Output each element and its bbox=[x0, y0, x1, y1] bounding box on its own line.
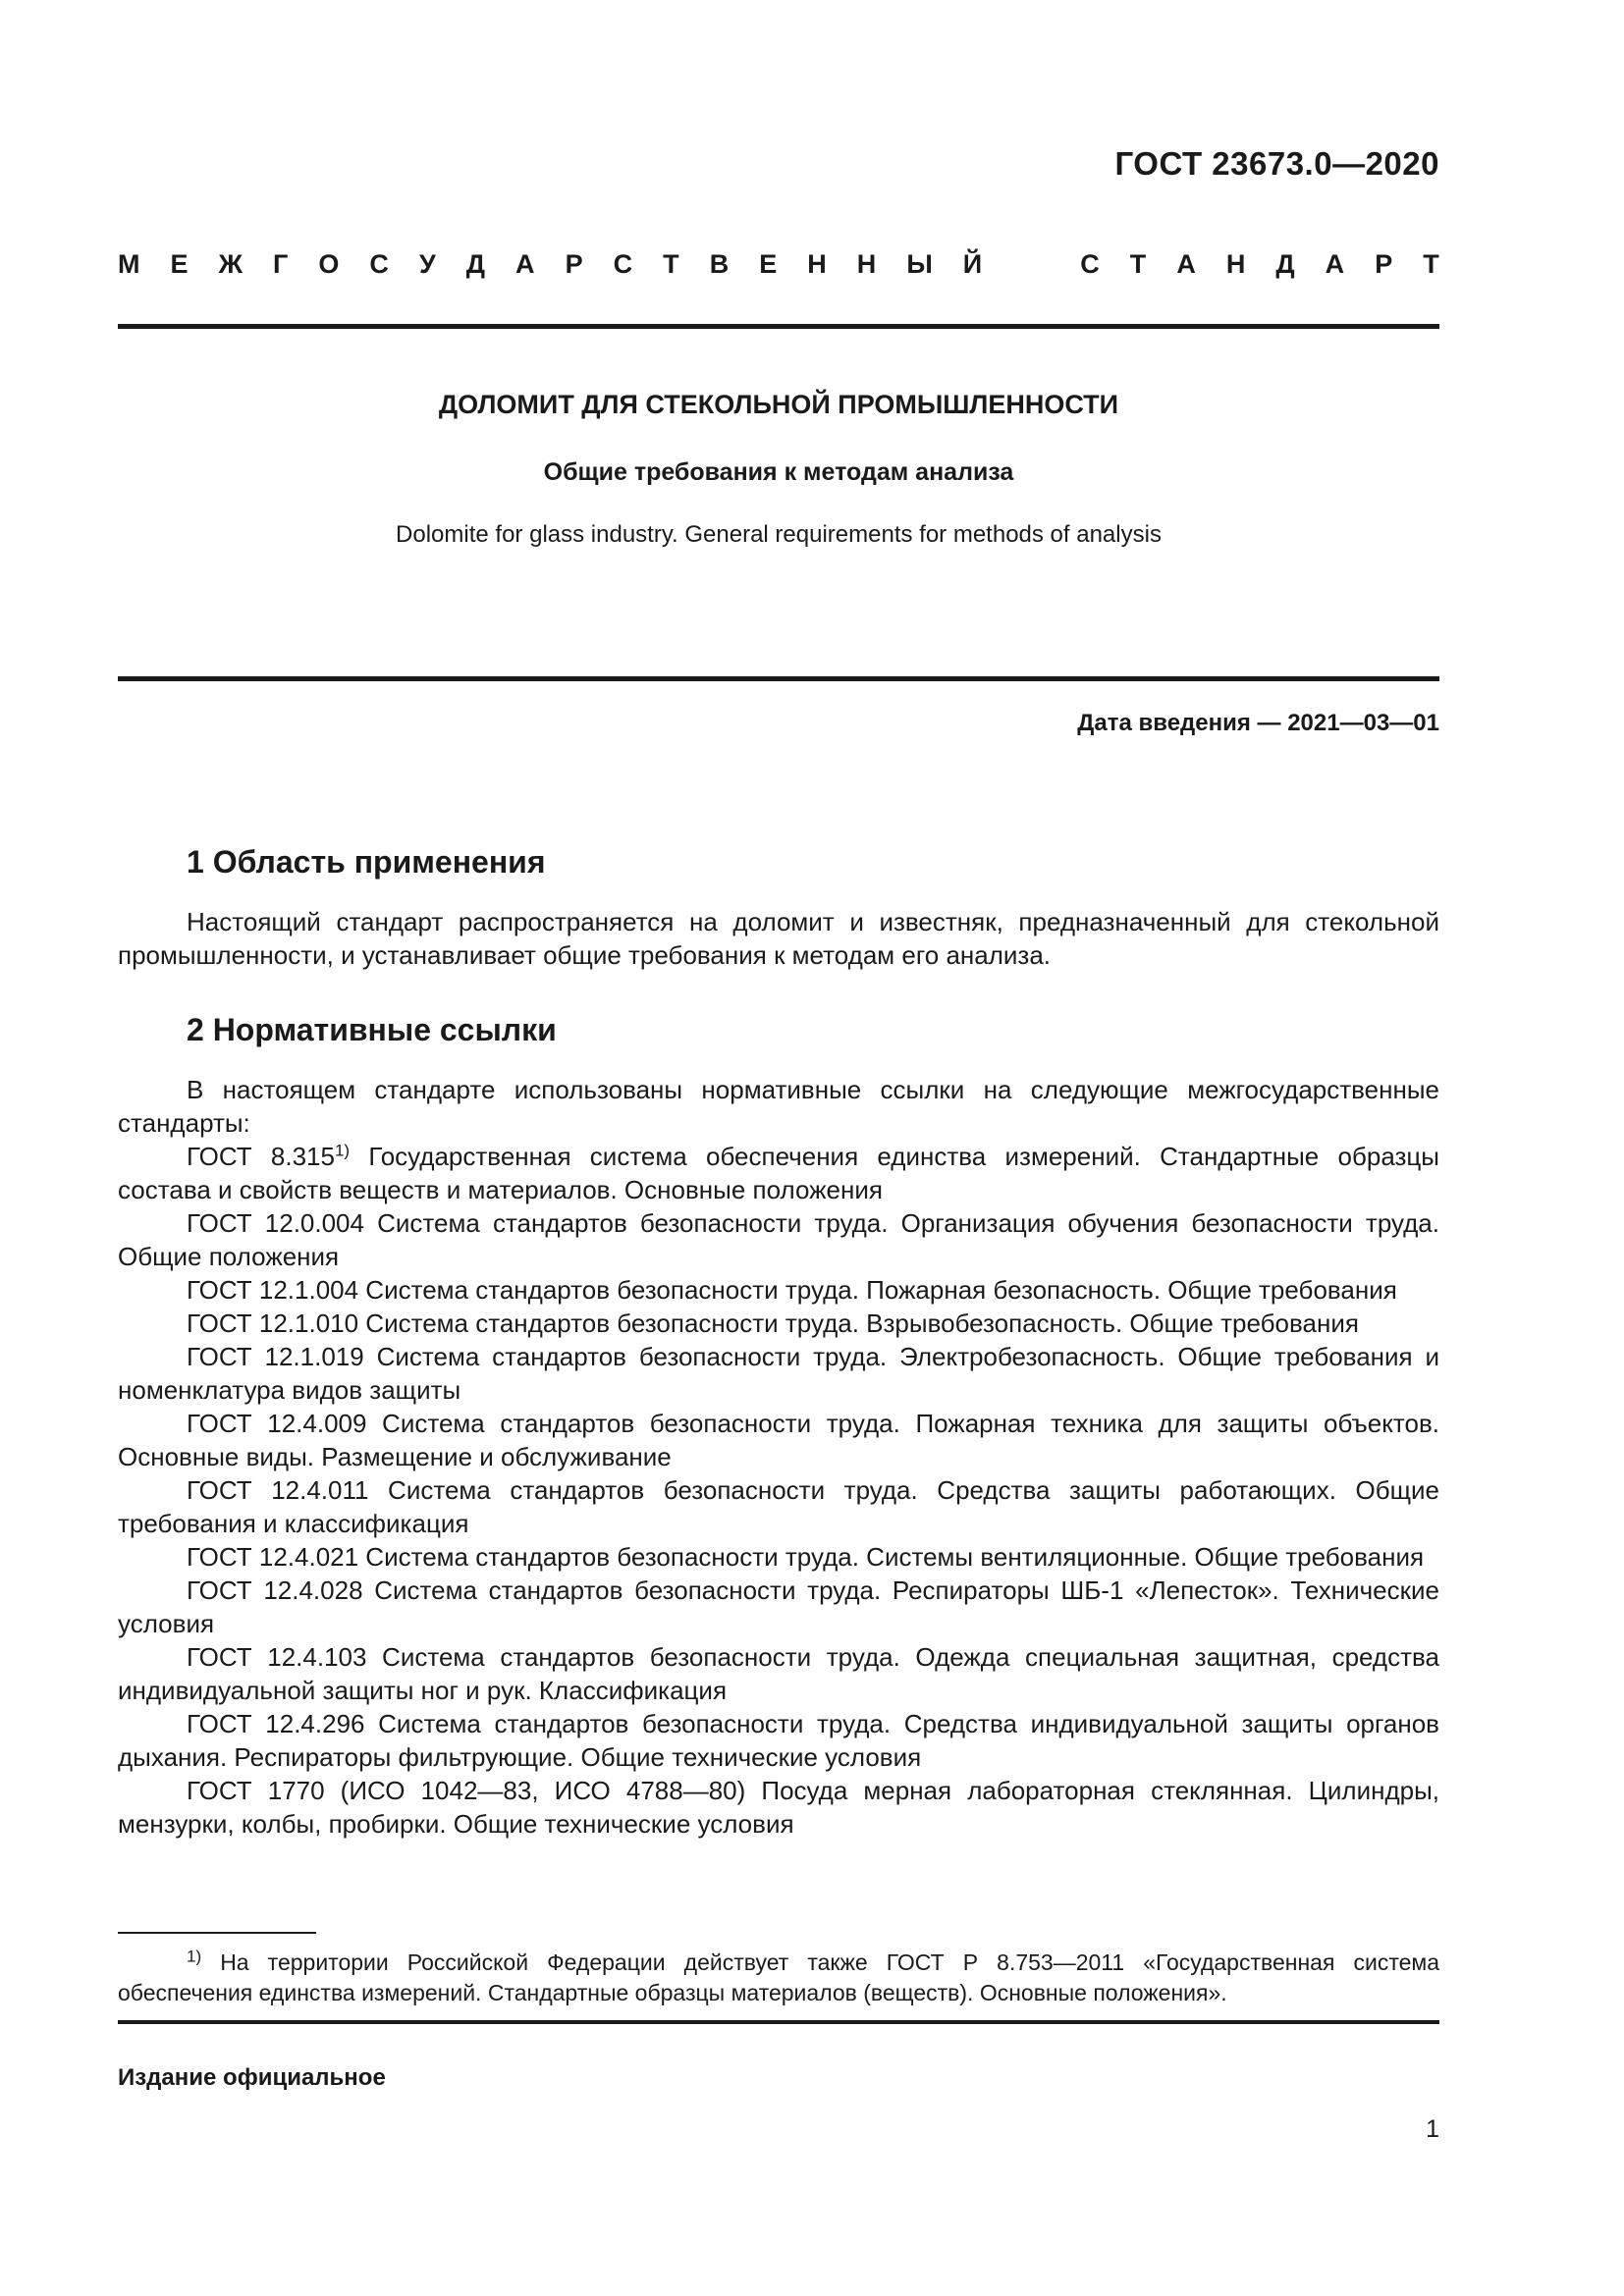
standard-type-letter: Д bbox=[1275, 249, 1295, 279]
standard-type-letter: Е bbox=[170, 249, 189, 279]
section-1-heading: 1 Область применения bbox=[187, 844, 546, 880]
standard-type-letter: Р bbox=[565, 249, 583, 279]
standard-type-letter: Т bbox=[1423, 249, 1439, 279]
standard-type-letter: Н bbox=[807, 249, 827, 279]
standard-type-letter: Т bbox=[663, 249, 679, 279]
standard-type-letter: Ж bbox=[218, 249, 243, 279]
section-2-body bbox=[118, 1073, 1439, 1841]
standard-type-letter: С bbox=[1080, 249, 1100, 279]
reference-item: ГОСТ 12.1.004 Система стандартов безопасности труда. Пожарная безопасность. Общие требования bbox=[187, 1275, 1397, 1305]
page-number: 1 bbox=[1426, 2115, 1439, 2143]
document-title: ДОЛОМИТ ДЛЯ СТЕКОЛЬНОЙ ПРОМЫШЛЕННОСТИ bbox=[438, 390, 1119, 419]
edition-label: Издание официальное bbox=[118, 2064, 386, 2091]
reference-item: ГОСТ 1770 (ИСО 1042—83, ИСО 4788—80) Посуда мерная лабораторная стеклянная. Цилиндры, мензурки, колбы, пробирки. Общие технические условия bbox=[118, 1776, 1439, 1839]
word-gap bbox=[1012, 249, 1050, 280]
reference-title: Государственная система обеспечения единства измерений. Стандартные образцы состава и свойств веществ и материалов. Основные положения bbox=[118, 1142, 1439, 1204]
reference-item bbox=[118, 1140, 1439, 1206]
document-title-english: Dolomite for glass industry. General requirements for methods of analysis bbox=[396, 521, 1162, 548]
title-rule bbox=[118, 676, 1439, 681]
footnote-text: На территории Российской Федерации действует также ГОСТ Р 8.753—2011 «Государственная система обеспечения единства измерений. Стандартные образцы материалов (веществ). Основные положения». bbox=[118, 1949, 1439, 2005]
standard-type-letter: Й bbox=[962, 249, 983, 279]
reference-item: ГОСТ 12.4.296 Система стандартов безопасности труда. Средства индивидуальной защиты органов дыхания. Респираторы фильтрующие. Общие технические условия bbox=[118, 1709, 1439, 1772]
footnote-number: 1) bbox=[187, 1947, 202, 1966]
standard-type-letter: С bbox=[369, 249, 389, 279]
standard-type-letter: Е bbox=[759, 249, 778, 279]
reference-item: ГОСТ 12.4.009 Система стандартов безопасности труда. Пожарная техника для защиты объектов. Основные виды. Размещение и обслуживание bbox=[118, 1409, 1439, 1471]
reference-code: ГОСТ 8.315 bbox=[187, 1142, 335, 1171]
reference-item: ГОСТ 12.4.028 Система стандартов безопасности труда. Респираторы ШБ-1 «Лепесток». Технические условия bbox=[118, 1575, 1439, 1638]
header-rule bbox=[118, 324, 1439, 329]
standard-type-letter: А bbox=[1325, 249, 1345, 279]
standard-type-letter: Ы bbox=[906, 249, 933, 279]
document-number: ГОСТ 23673.0—2020 bbox=[1114, 145, 1439, 182]
standard-type-letter: В bbox=[709, 249, 730, 279]
standard-type-letter: Д bbox=[465, 249, 486, 279]
reference-item: ГОСТ 12.4.103 Система стандартов безопасности труда. Одежда специальная защитная, средства индивидуальной защиты ног и рук. Классификация bbox=[118, 1642, 1439, 1705]
footnote-rule bbox=[118, 1932, 316, 1934]
footer-rule bbox=[118, 2020, 1439, 2024]
standard-type-letter: Н bbox=[1225, 249, 1246, 279]
reference-item: ГОСТ 12.1.019 Система стандартов безопасности труда. Электробезопасность. Общие требования и номенклатура видов защиты bbox=[118, 1342, 1439, 1405]
reference-item: ГОСТ 12.4.021 Система стандартов безопасности труда. Системы вентиляционные. Общие требования bbox=[187, 1542, 1425, 1572]
standard-type-letter: Р bbox=[1375, 249, 1393, 279]
standard-type-letter: У bbox=[418, 249, 436, 279]
standard-type-letter: Н bbox=[856, 249, 877, 279]
standard-type-label bbox=[118, 249, 1439, 280]
standard-type-letter: О bbox=[318, 249, 340, 279]
reference-item: ГОСТ 12.1.010 Система стандартов безопасности труда. Взрывобезопасность. Общие требования bbox=[187, 1308, 1359, 1338]
standard-type-letter: Г bbox=[273, 249, 289, 279]
section-2-intro: В настоящем стандарте использованы нормативные ссылки на следующие межгосударственные стандарты: bbox=[118, 1075, 1439, 1138]
standard-type-letter: А bbox=[515, 249, 535, 279]
section-2-heading: 2 Нормативные ссылки bbox=[187, 1012, 557, 1047]
standard-type-letter: Т bbox=[1129, 249, 1147, 279]
section-1-body bbox=[118, 905, 1439, 972]
section-1-paragraph: Настоящий стандарт распространяется на доломит и известняк, предназначенный для стекольной промышленности, и устанавливает общие требования к методам его анализа. bbox=[118, 907, 1439, 970]
standard-type-letter: М bbox=[118, 249, 140, 279]
standard-type-letter: А bbox=[1176, 249, 1196, 279]
standard-type-letter: С bbox=[613, 249, 633, 279]
reference-item: ГОСТ 12.4.011 Система стандартов безопасности труда. Средства защиты работающих. Общие требования и классификация bbox=[118, 1475, 1439, 1538]
reference-item: ГОСТ 12.0.004 Система стандартов безопасности труда. Организация обучения безопасности труда. Общие положения bbox=[118, 1208, 1439, 1271]
footnote-marker[interactable]: 1) bbox=[334, 1141, 351, 1160]
document-subtitle: Общие требования к методам анализа bbox=[543, 458, 1014, 486]
introduction-date: Дата введения — 2021—03—01 bbox=[1077, 710, 1439, 736]
footnote bbox=[118, 1948, 1439, 2008]
